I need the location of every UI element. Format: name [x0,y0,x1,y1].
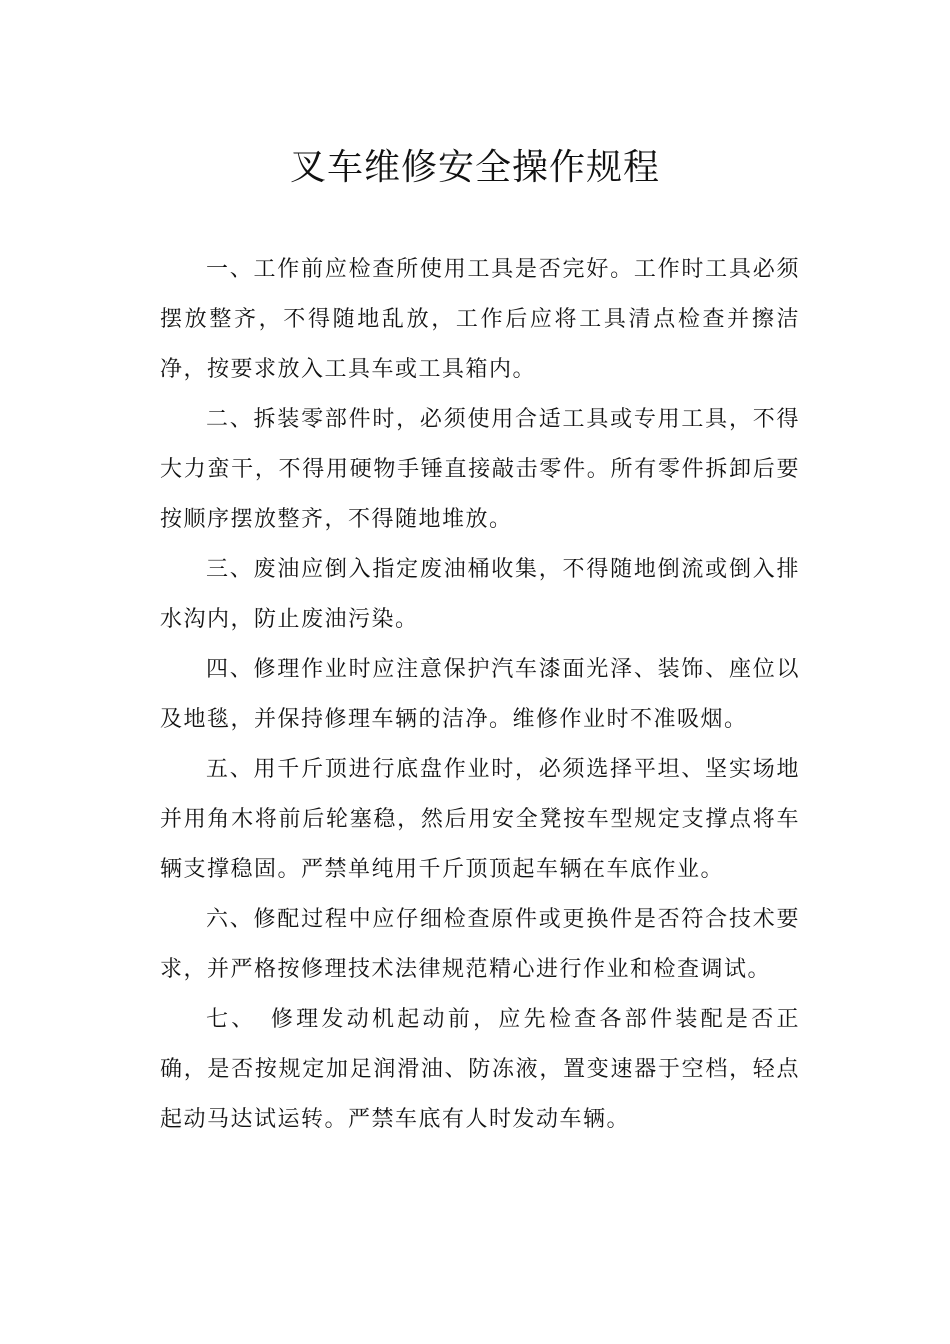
paragraph-6: 六、修配过程中应仔细检查原件或更换件是否符合技术要求，并严格按修理技术法律规范精心进行作业和检查调试。 [160,907,800,982]
paragraph-2: 二、拆装零部件时，必须使用合适工具或专用工具，不得大力蛮干，不得用硬物手锤直接敲击零件。所有零件拆卸后要按顺序摆放整齐，不得随地堆放。 [160,407,800,532]
paragraph-3: 三、废油应倒入指定废油桶收集，不得随地倒流或倒入排水沟内，防止废油污染。 [160,557,800,632]
paragraph-1: 一、工作前应检查所使用工具是否完好。工作时工具必须摆放整齐，不得随地乱放，工作后应将工具清点检查并擦洁净，按要求放入工具车或工具箱内。 [160,257,800,382]
paragraph-5: 五、用千斤顶进行底盘作业时，必须选择平坦、坚实场地并用角木将前后轮塞稳，然后用安全凳按车型规定支撑点将车辆支撑稳固。严禁单纯用千斤顶顶起车辆在车底作业。 [160,757,800,882]
document-body [160,245,800,1145]
paragraph-4: 四、修理作业时应注意保护汽车漆面光泽、装饰、座位以及地毯，并保持修理车辆的洁净。维修作业时不准吸烟。 [160,657,800,732]
paragraph-7: 七、 修理发动机起动前，应先检查各部件装配是否正确，是否按规定加足润滑油、防冻液，置变速器于空档，轻点起动马达试运转。严禁车底有人时发动车辆。 [160,1007,800,1132]
document-title: 叉车维修安全操作规程 [289,147,660,188]
